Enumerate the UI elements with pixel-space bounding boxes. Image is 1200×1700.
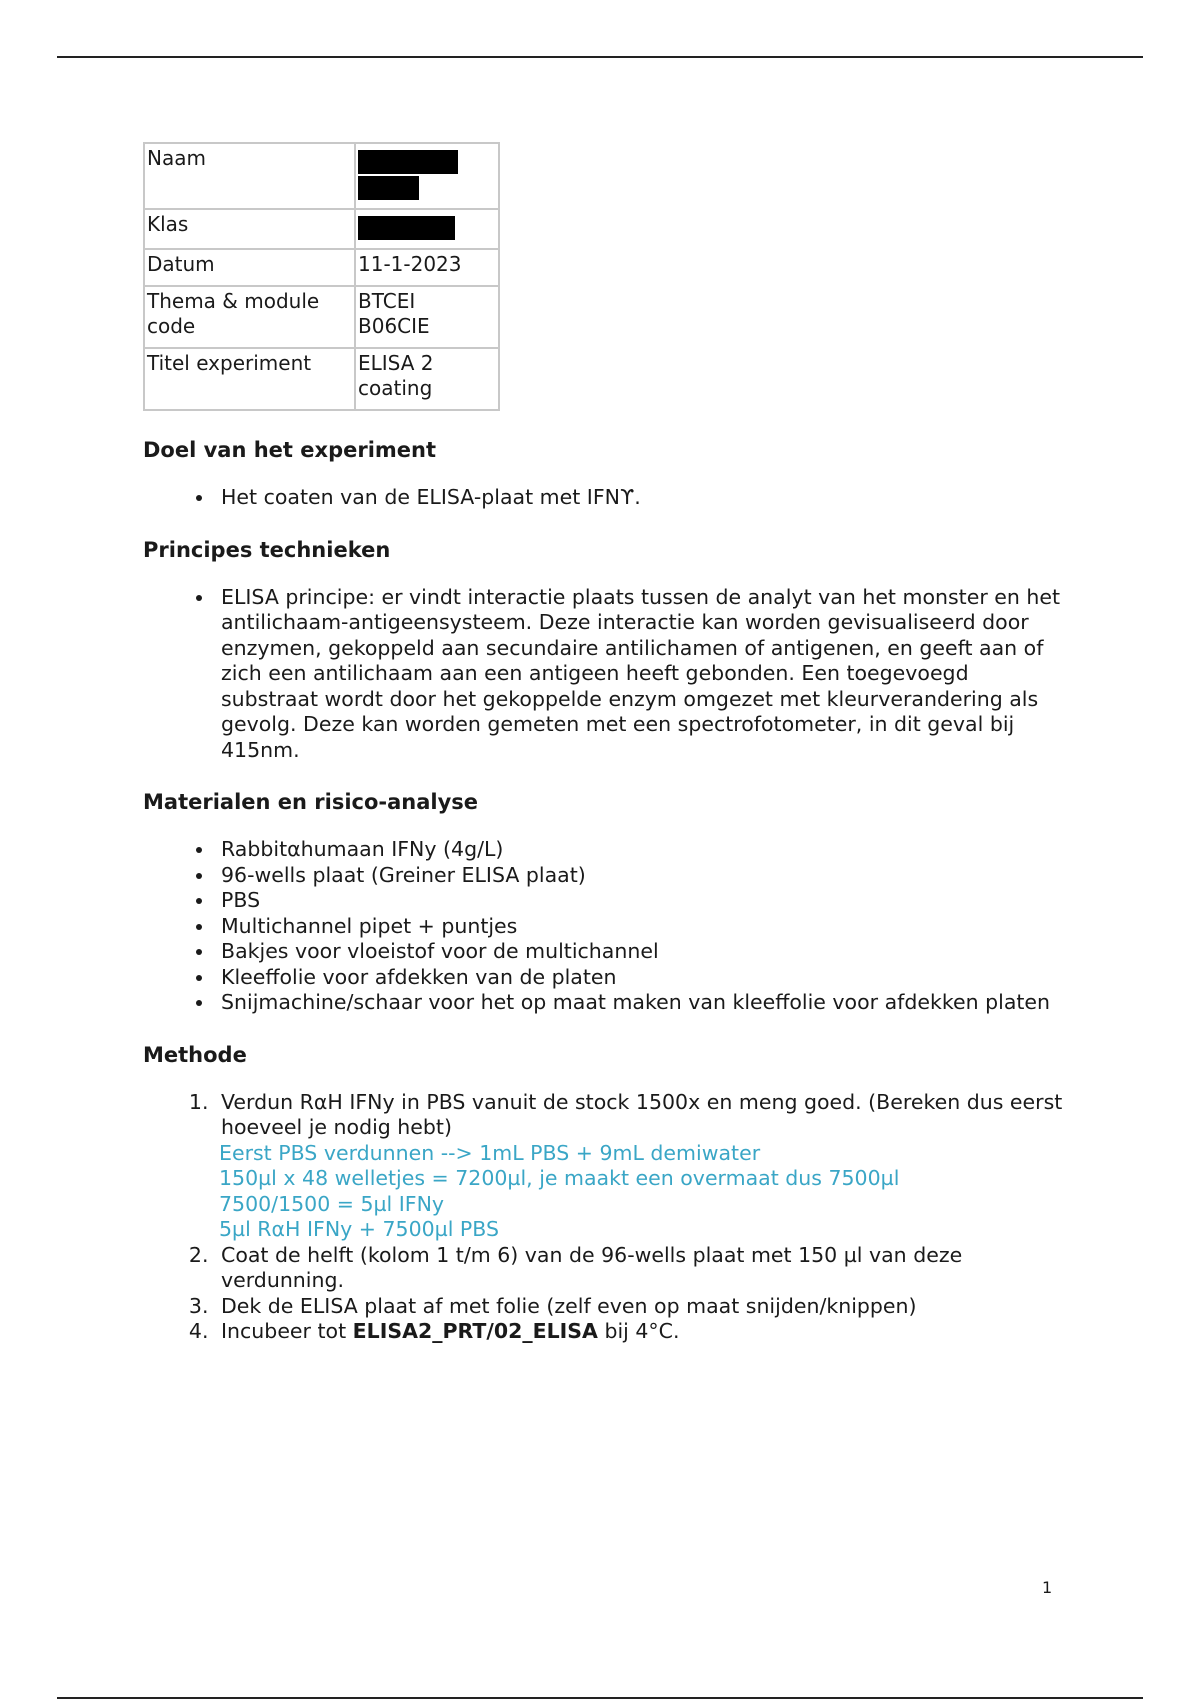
table-row — [144, 249, 499, 286]
list-item: • Snijmachine/schaar voor het op maat maken van kleeffolie voor afdekken platen — [215, 990, 1063, 1016]
step-text: Incubeer tot — [221, 1319, 353, 1343]
step-text: Verdun RαH IFNy in PBS vanuit de stock 1500x en meng goed. (Bereken dus eerst hoeveel je nodig hebt) — [221, 1089, 1063, 1139]
title-value: ELISA 2 coating — [355, 348, 499, 410]
date-label: Datum — [144, 249, 355, 286]
method-step — [215, 1319, 1063, 1345]
list-item: • 96-wells plaat (Greiner ELISA plaat) — [215, 863, 1063, 889]
info-table — [143, 142, 500, 411]
name-label: Naam — [144, 143, 355, 209]
list-item: • ELISA principe: er vindt interactie plaats tussen de analyt van het monster en het antilichaam-antigeensysteem. Deze interactie kan worden gevisualiseerd door enzymen, gekoppeld aan secundaire antilichamen of antigenen, en geeft aan of zich een antilichaam aan een antigeen heeft gebonden. Een toegevoegd substraat wordt door het gekoppelde enzym omgezet met kleurverandering als gevolg. Deze kan worden gemeten met een spectrofotometer, in dit geval bij 415nm. — [215, 585, 1063, 764]
method-list — [143, 1090, 1063, 1345]
calc-line: 150µl x 48 welletjes = 7200µl, je maakt een overmaat dus 7500µl — [219, 1166, 900, 1190]
principles-list — [143, 585, 1063, 764]
theme-value — [355, 286, 499, 348]
method-heading: Methode — [143, 1042, 247, 1067]
materials-heading: Materialen en risico-analyse — [143, 790, 479, 814]
list-item: • Kleeffolie voor afdekken van de platen — [215, 965, 1063, 991]
principles-heading: Principes technieken — [143, 537, 391, 562]
page-number: 1 — [1042, 1578, 1053, 1597]
materials-list — [143, 837, 1063, 1016]
redaction-bar — [358, 176, 419, 200]
list-item: • Het coaten van de ELISA-plaat met IFNϒ. — [215, 485, 1063, 511]
class-label: Klas — [144, 209, 355, 249]
table-row — [144, 348, 499, 410]
calc-line: Eerst PBS verdunnen --> 1mL PBS + 9mL demiwater — [219, 1140, 761, 1165]
theme-value-line: BTCEI — [358, 289, 416, 313]
document-body — [143, 142, 1063, 1345]
title-label: Titel experiment — [144, 348, 355, 410]
table-row — [144, 209, 499, 249]
theme-label: Thema & module code — [144, 286, 355, 348]
method-step — [215, 1090, 1063, 1243]
method-step: 3. Dek de ELISA plaat af met folie (zelf even op maat snijden/knippen) — [215, 1294, 1063, 1320]
name-value-redacted — [355, 143, 499, 209]
goal-heading: Doel van het experiment — [143, 438, 437, 462]
table-row — [144, 143, 499, 209]
calc-line: 7500/1500 = 5µl IFNy — [219, 1191, 445, 1216]
redaction-bar — [358, 150, 458, 174]
class-value-redacted — [355, 209, 499, 249]
list-item: • Bakjes voor vloeistof voor de multichannel — [215, 939, 1063, 965]
calc-line: 5µl RαH IFNy + 7500µl PBS — [219, 1217, 500, 1241]
method-step: 2. Coat de helft (kolom 1 t/m 6) van de 96-wells plaat met 150 µl van deze verdunning. — [215, 1243, 1063, 1294]
theme-value-line: B06CIE — [358, 314, 430, 338]
goal-list — [143, 485, 1063, 511]
table-row — [144, 286, 499, 348]
header-rule — [57, 56, 1143, 58]
footer-rule — [57, 1697, 1143, 1699]
list-item: • Rabbitαhumaan IFNy (4g/L) — [215, 837, 1063, 863]
protocol-reference: ELISA2_PRT/02_ELISA — [352, 1319, 598, 1343]
list-item: • PBS — [215, 888, 1063, 914]
date-value: 11-1-2023 — [355, 249, 499, 286]
redaction-bar — [358, 216, 455, 240]
step-text: bij 4°C. — [597, 1319, 680, 1343]
list-item: • Multichannel pipet + puntjes — [215, 914, 1063, 940]
